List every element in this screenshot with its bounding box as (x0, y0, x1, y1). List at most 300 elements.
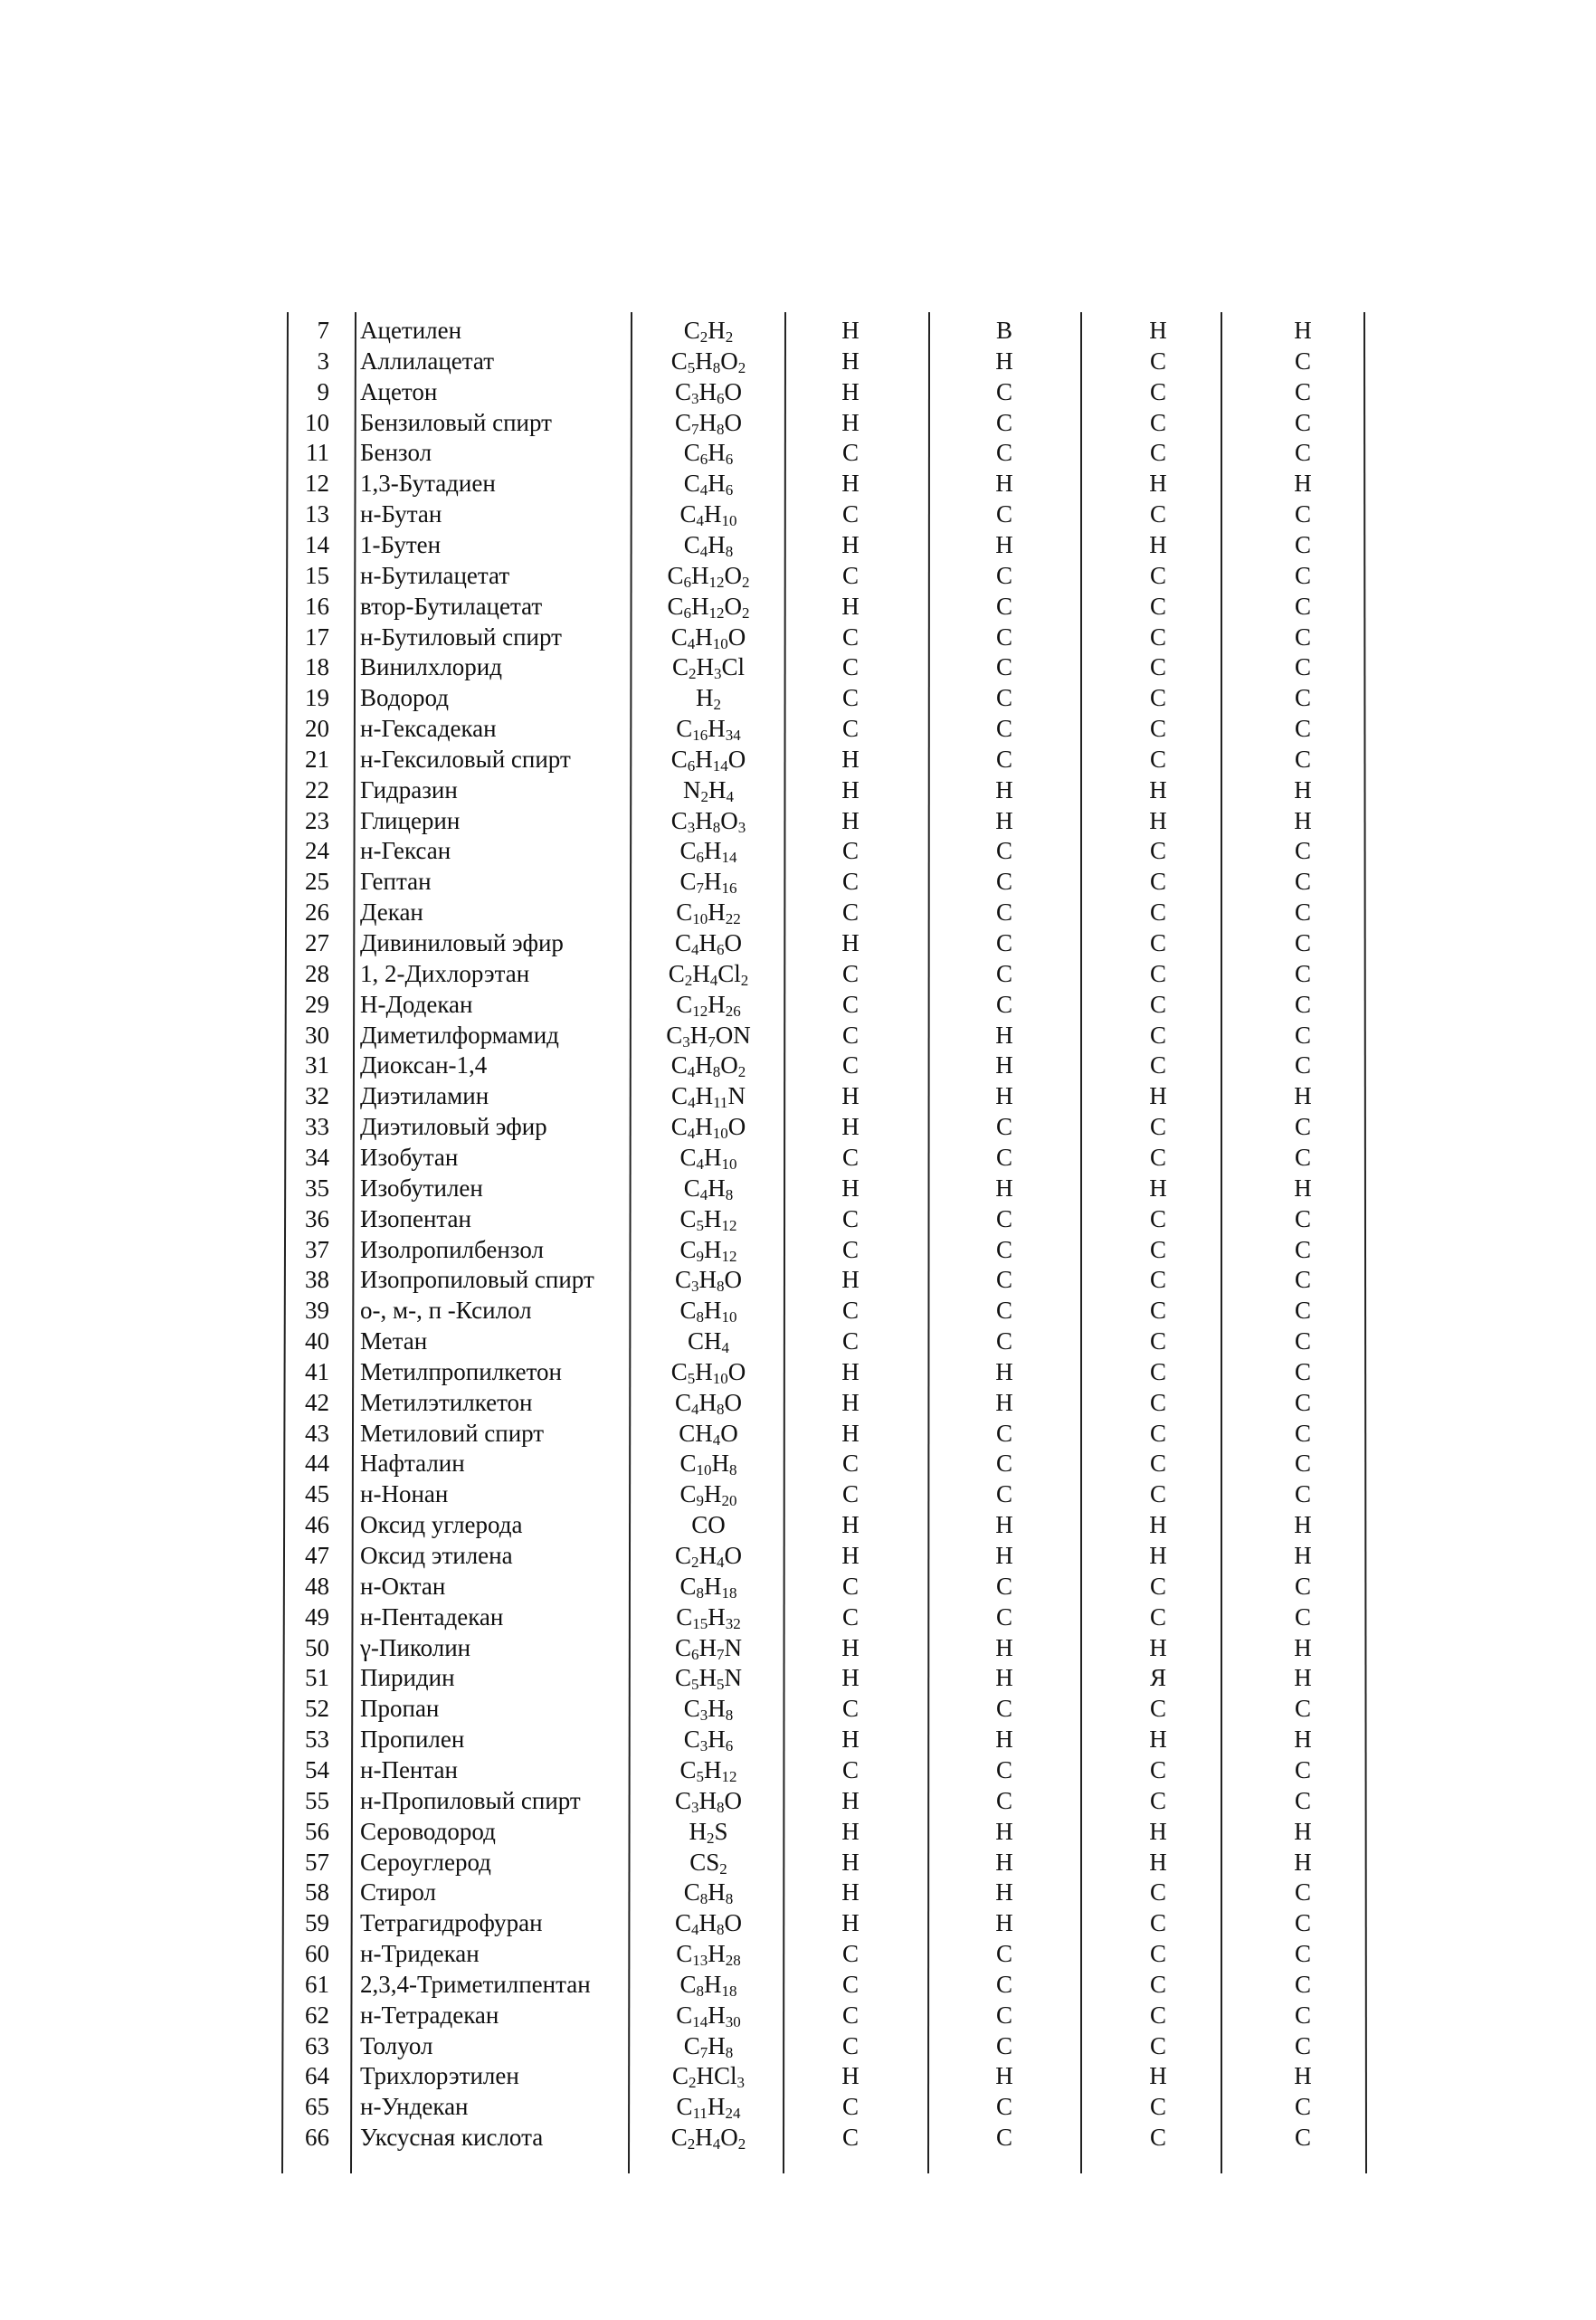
chemical-formula: $C_3H_8O$ (674, 1786, 742, 1816)
table-row (0, 1724, 1596, 1754)
table-row (0, 1142, 1596, 1173)
rating-col-3: Н (1149, 1511, 1167, 1539)
row-number: 28 (305, 959, 329, 987)
row-number: 16 (305, 592, 329, 620)
row-number: 26 (305, 899, 329, 927)
table-row (0, 1938, 1596, 1969)
chemical-formula: $C_6H_7N$ (674, 1633, 742, 1663)
rating-col-2: С (995, 377, 1012, 405)
chemical-formula: $CH_4$ (687, 1327, 729, 1357)
substance-name: Пропан (360, 1695, 440, 1723)
substance-name: Нафталин (360, 1450, 465, 1478)
table-row (0, 1785, 1596, 1816)
rating-col-3: С (1149, 1204, 1166, 1232)
table-row (0, 1754, 1596, 1785)
row-number: 20 (305, 715, 329, 743)
table-row (0, 1111, 1596, 1142)
table-row (0, 315, 1596, 346)
substance-name: Винилхлорид (360, 653, 502, 681)
chemical-formula: $C_4H_{11}N$ (671, 1082, 746, 1112)
rating-col-1: Н (841, 1542, 860, 1569)
rating-col-3: Н (1149, 1174, 1167, 1202)
rating-col-1: С (841, 623, 859, 651)
chemical-formula: $C_6H_6$ (683, 439, 734, 469)
rating-col-1: С (841, 1755, 859, 1783)
table-row (0, 1632, 1596, 1663)
chemical-formula: $C_{10}H_{22}$ (676, 899, 741, 928)
rating-col-4: С (1294, 1419, 1311, 1447)
rating-col-4: С (1294, 745, 1311, 773)
rating-col-2: С (995, 1297, 1012, 1325)
row-number: 47 (305, 1542, 329, 1569)
substance-name: н-Тридекан (360, 1940, 480, 1968)
chemical-formula: $C_4H_{10}O$ (670, 1113, 746, 1143)
table-row (0, 927, 1596, 958)
rating-col-2: С (995, 623, 1012, 651)
rating-col-1: Н (841, 1082, 860, 1110)
rating-col-2: С (995, 1266, 1012, 1294)
row-number: 50 (305, 1633, 329, 1661)
rating-col-1: Н (841, 1633, 860, 1661)
rating-col-3: С (1149, 408, 1166, 436)
substance-name: 1-Бутен (360, 530, 442, 558)
table-row (0, 1234, 1596, 1265)
table-row (0, 897, 1596, 927)
table-row (0, 1969, 1596, 2000)
rating-col-3: С (1149, 592, 1166, 620)
rating-col-3: Н (1149, 1633, 1167, 1661)
rating-col-4: С (1294, 684, 1311, 712)
rating-col-2: С (995, 868, 1012, 896)
rating-col-1: Н (841, 1511, 860, 1539)
substance-name: Метилпропилкетон (360, 1357, 563, 1385)
substance-name: Изопропиловый спирт (360, 1266, 594, 1294)
rating-col-4: Н (1294, 1817, 1312, 1845)
rating-col-2: С (995, 1786, 1012, 1814)
rating-col-1: С (841, 868, 859, 896)
chemical-formula: $C_6H_{12}O_2$ (667, 561, 750, 591)
table-row (0, 1418, 1596, 1449)
chemical-formula: $H_2S$ (689, 1817, 728, 1847)
rating-col-4: С (1294, 1970, 1311, 1998)
chemical-formula: $C_7H_8O$ (674, 408, 742, 438)
rating-col-2: Н (995, 1388, 1013, 1416)
rating-col-2: Н (995, 1848, 1013, 1876)
substance-name: Декан (360, 899, 423, 927)
table-row (0, 1479, 1596, 1509)
chemical-formula: $C_3H_8O$ (674, 1266, 742, 1296)
rating-col-1: Н (841, 1388, 860, 1416)
rating-col-3: С (1149, 1480, 1166, 1508)
rating-col-1: Н (841, 592, 860, 620)
rating-col-2: С (995, 1143, 1012, 1171)
rating-col-3: С (1149, 500, 1166, 528)
rating-col-1: С (841, 1143, 859, 1171)
rating-col-3: С (1149, 899, 1166, 927)
table-row (0, 1847, 1596, 1878)
table-row (0, 1173, 1596, 1203)
rating-col-3: С (1149, 623, 1166, 651)
rating-col-1: Н (841, 377, 860, 405)
rating-col-2: С (995, 653, 1012, 681)
rating-col-3: Н (1149, 470, 1167, 498)
rating-col-2: С (995, 500, 1012, 528)
rating-col-4: С (1294, 1755, 1311, 1783)
row-number: 23 (305, 806, 329, 834)
rating-col-4: С (1294, 561, 1311, 589)
row-number: 58 (305, 1878, 329, 1906)
rating-col-2: С (995, 2124, 1012, 2152)
rating-col-4: С (1294, 929, 1311, 956)
rating-col-1: Н (841, 1878, 860, 1906)
substance-name: Гептан (360, 868, 432, 896)
substance-name: Метан (360, 1327, 428, 1355)
row-number: 60 (305, 1940, 329, 1968)
rating-col-4: С (1294, 623, 1311, 651)
substance-name: Сероуглерод (360, 1848, 491, 1876)
rating-col-3: С (1149, 1755, 1166, 1783)
row-number: 55 (305, 1786, 329, 1814)
table-row (0, 1050, 1596, 1080)
table-row (0, 407, 1596, 438)
row-number: 56 (305, 1817, 329, 1845)
rating-col-3: Н (1149, 2062, 1167, 2090)
chemical-formula: $C_2HCl_3$ (671, 2062, 746, 2092)
chemical-formula: $C_4H_8O_2$ (670, 1051, 746, 1081)
row-number: 57 (305, 1848, 329, 1876)
rating-col-4: С (1294, 1388, 1311, 1416)
rating-col-2: С (995, 1327, 1012, 1355)
rating-col-1: Н (841, 317, 860, 344)
table-row (0, 1540, 1596, 1571)
rating-col-1: С (841, 561, 859, 589)
substance-name: Ацетон (360, 377, 438, 405)
row-number: 13 (305, 500, 329, 528)
substance-name: н-Гексан (360, 837, 451, 865)
substance-name: Трихлорэтилен (360, 2062, 519, 2090)
rating-col-2: С (995, 1970, 1012, 1998)
rating-col-3: С (1149, 1021, 1166, 1049)
rating-col-1: С (841, 1204, 859, 1232)
substance-name: н-Пропиловый спирт (360, 1786, 581, 1814)
rating-col-1: С (841, 1970, 859, 1998)
rating-col-3: С (1149, 1450, 1166, 1478)
rating-col-2: Н (995, 1082, 1013, 1110)
rating-col-4: С (1294, 1021, 1311, 1049)
rating-col-4: С (1294, 1266, 1311, 1294)
chemical-formula: $C_3H_8$ (683, 1695, 734, 1725)
row-number: 37 (305, 1235, 329, 1263)
table-row (0, 1387, 1596, 1418)
substance-name: н-Гексиловый спирт (360, 745, 571, 773)
table-row (0, 1295, 1596, 1326)
row-number: 21 (305, 745, 329, 773)
rating-col-4: С (1294, 1357, 1311, 1385)
rating-col-2: С (995, 1602, 1012, 1631)
substance-name: н-Пентан (360, 1755, 458, 1783)
chemical-formula: $C_4H_8$ (683, 1174, 734, 1203)
row-number: 30 (305, 1021, 329, 1049)
rating-col-4: Н (1294, 1664, 1312, 1692)
rating-col-2: С (995, 561, 1012, 589)
rating-col-1: Н (841, 530, 860, 558)
rating-col-4: С (1294, 2031, 1311, 2059)
rating-col-2: С (995, 715, 1012, 743)
rating-col-4: С (1294, 1327, 1311, 1355)
rating-col-2: С (995, 592, 1012, 620)
rating-col-2: Н (995, 1633, 1013, 1661)
rating-col-1: Н (841, 1786, 860, 1814)
table-row (0, 713, 1596, 744)
rating-col-2: С (995, 1113, 1012, 1141)
substance-name: Тетрагидрофуран (360, 1909, 543, 1937)
table-row (0, 468, 1596, 499)
row-number: 27 (305, 929, 329, 956)
table-row (0, 1326, 1596, 1356)
rating-col-2: С (995, 990, 1012, 1018)
rating-col-1: С (841, 1695, 859, 1723)
row-number: 40 (305, 1327, 329, 1355)
chemical-formula: $C_6H_{12}O_2$ (667, 592, 750, 622)
rating-col-3: С (1149, 1695, 1166, 1723)
rating-col-1: Н (841, 470, 860, 498)
table-row (0, 376, 1596, 407)
row-number: 32 (305, 1082, 329, 1110)
substance-name: втор-Бутилацетат (360, 592, 543, 620)
table-row (0, 529, 1596, 560)
table-row (0, 651, 1596, 682)
rating-col-2: Н (995, 1726, 1013, 1754)
table-row (0, 591, 1596, 622)
rating-col-3: С (1149, 561, 1166, 589)
rating-col-1: Н (841, 347, 860, 375)
chemical-formula: $C_7H_{16}$ (679, 868, 737, 898)
rating-col-2: Н (995, 775, 1013, 803)
table-row (0, 1264, 1596, 1295)
substance-name: 1,3-Бутадиен (360, 470, 496, 498)
row-number: 7 (317, 317, 329, 344)
rating-col-1: С (841, 1450, 859, 1478)
rating-col-4: Н (1294, 1726, 1312, 1754)
rating-col-3: С (1149, 1419, 1166, 1447)
chemical-formula: $C_{13}H_{28}$ (676, 1940, 741, 1970)
rating-col-1: Н (841, 1909, 860, 1937)
rating-col-4: С (1294, 2124, 1311, 2152)
rating-col-3: С (1149, 1970, 1166, 1998)
substance-name: Изобутилен (360, 1174, 483, 1202)
rating-col-3: С (1149, 1235, 1166, 1263)
chemical-formula: $C_7H_8$ (683, 2031, 734, 2061)
chemical-formula: $C_8H_{18}$ (679, 1970, 737, 2000)
rating-col-2: С (995, 1480, 1012, 1508)
chemical-formula: $C_3H_8O_3$ (670, 806, 746, 836)
table-row (0, 1571, 1596, 1602)
rating-col-2: Н (995, 1511, 1013, 1539)
row-number: 9 (317, 377, 329, 405)
row-number: 59 (305, 1909, 329, 1937)
rating-col-4: С (1294, 899, 1311, 927)
chemical-formula: $CS_2$ (689, 1848, 727, 1878)
rating-col-1: Н (841, 1726, 860, 1754)
substance-name: Гидразин (360, 775, 458, 803)
rating-col-2: Н (995, 1357, 1013, 1385)
substance-name: Диэтиловый эфир (360, 1113, 547, 1141)
rating-col-3: С (1149, 1297, 1166, 1325)
row-number: 61 (305, 1970, 329, 1998)
rating-col-3: С (1149, 868, 1166, 896)
rating-col-3: С (1149, 1143, 1166, 1171)
table-row (0, 682, 1596, 713)
rating-col-3: С (1149, 684, 1166, 712)
rating-col-1: С (841, 837, 859, 865)
rating-col-3: Н (1149, 1082, 1167, 1110)
chemical-formula: $C_5H_{10}O$ (670, 1357, 746, 1387)
rating-col-1: Н (841, 745, 860, 773)
rating-col-2: С (995, 684, 1012, 712)
table-row (0, 1907, 1596, 1938)
rating-col-1: Н (841, 1174, 860, 1202)
rating-col-3: Н (1149, 1726, 1167, 1754)
rating-col-4: С (1294, 2001, 1311, 2029)
rating-col-2: Н (995, 1664, 1013, 1692)
chemical-formula: $C_{14}H_{30}$ (676, 2001, 741, 2030)
rating-col-1: С (841, 899, 859, 927)
rating-col-4: С (1294, 1143, 1311, 1171)
rating-col-4: С (1294, 653, 1311, 681)
substance-name: Метилэтилкетон (360, 1388, 533, 1416)
table-row (0, 1693, 1596, 1724)
rating-col-2: Н (995, 1021, 1013, 1049)
rating-col-2: С (995, 1235, 1012, 1263)
rating-col-3: Н (1149, 1542, 1167, 1569)
table-row (0, 499, 1596, 529)
rating-col-3: С (1149, 1940, 1166, 1968)
rating-col-4: С (1294, 500, 1311, 528)
substance-name: н-Нонан (360, 1480, 449, 1508)
table-row (0, 2091, 1596, 2122)
rating-col-4: С (1294, 2093, 1311, 2121)
rating-col-4: С (1294, 1051, 1311, 1079)
substance-name: Бензиловый спирт (360, 408, 552, 436)
rating-col-1: С (841, 1480, 859, 1508)
substance-name: н-Тетрадекан (360, 2001, 499, 2029)
substance-name: Изопентан (360, 1204, 471, 1232)
table-row (0, 2030, 1596, 2061)
rating-col-1: С (841, 684, 859, 712)
substance-name: н-Гексадекан (360, 715, 497, 743)
row-number: 45 (305, 1480, 329, 1508)
substance-name: Водород (360, 684, 449, 712)
table-row (0, 1356, 1596, 1387)
rating-col-1: Н (841, 408, 860, 436)
rating-col-2: В (995, 317, 1012, 344)
table-row (0, 835, 1596, 866)
rating-col-4: С (1294, 1695, 1311, 1723)
rating-col-2: С (995, 2031, 1012, 2059)
table-row (0, 1203, 1596, 1234)
rating-col-4: С (1294, 592, 1311, 620)
rating-col-1: С (841, 653, 859, 681)
rating-col-1: С (841, 1051, 859, 1079)
chemical-formula: $C_4H_8O$ (674, 1388, 742, 1418)
row-number: 29 (305, 990, 329, 1018)
rating-col-1: С (841, 439, 859, 467)
substance-name: Оксид углерода (360, 1511, 523, 1539)
rating-col-1: С (841, 1297, 859, 1325)
rating-col-3: С (1149, 653, 1166, 681)
chemical-formula: $C_6H_{14}O$ (670, 745, 746, 775)
rating-col-3: С (1149, 1878, 1166, 1906)
rating-col-2: С (995, 1695, 1012, 1723)
rating-col-2: С (995, 959, 1012, 987)
chemical-formula: $C_9H_{20}$ (679, 1480, 737, 1510)
rating-col-3: Я (1149, 1664, 1166, 1692)
table-row (0, 805, 1596, 836)
substance-name: н-Пентадекан (360, 1602, 504, 1631)
rating-col-1: С (841, 959, 859, 987)
rating-col-2: Н (995, 2062, 1013, 2090)
rating-col-3: С (1149, 837, 1166, 865)
table-row (0, 744, 1596, 775)
chemical-formula: $H_2$ (696, 684, 721, 714)
rating-col-4: Н (1294, 1848, 1312, 1876)
rating-col-1: Н (841, 2062, 860, 2090)
rating-col-2: С (995, 1940, 1012, 1968)
substance-name: Аллилацетат (360, 347, 494, 375)
substance-name: Пропилен (360, 1726, 465, 1754)
rating-col-2: С (995, 899, 1012, 927)
rating-col-3: С (1149, 1051, 1166, 1079)
rating-col-3: Н (1149, 530, 1167, 558)
row-number: 34 (305, 1143, 329, 1171)
rating-col-4: С (1294, 837, 1311, 865)
substance-name: н-Бутилацетат (360, 561, 510, 589)
rating-col-2: Н (995, 347, 1013, 375)
rating-col-4: С (1294, 377, 1311, 405)
table-row (0, 1602, 1596, 1632)
substance-name: н-Бутан (360, 500, 442, 528)
rating-col-1: Н (841, 1357, 860, 1385)
rating-col-3: С (1149, 990, 1166, 1018)
substance-name: 2,3,4-Триметилпентан (360, 1970, 591, 1998)
substance-name: Толуол (360, 2031, 433, 2059)
rating-col-3: С (1149, 1786, 1166, 1814)
table-row (0, 2060, 1596, 2091)
row-number: 43 (305, 1419, 329, 1447)
chemical-formula: $C_{11}H_{24}$ (676, 2093, 741, 2123)
table-row (0, 775, 1596, 805)
rating-col-1: Н (841, 806, 860, 834)
rating-col-2: С (995, 745, 1012, 773)
rating-col-3: С (1149, 1909, 1166, 1937)
row-number: 17 (305, 623, 329, 651)
chemical-formula: $C_2H_3Cl$ (671, 653, 746, 683)
substance-name: γ-Пиколин (360, 1633, 471, 1661)
substance-name: Метиловий спирт (360, 1419, 545, 1447)
rating-col-2: С (995, 1419, 1012, 1447)
chemical-formula: $N_2H_4$ (683, 775, 734, 805)
rating-col-2: С (995, 2001, 1012, 2029)
substance-name: Диэтиламин (360, 1082, 489, 1110)
substance-name: н-Ундекан (360, 2093, 469, 2121)
row-number: 41 (305, 1357, 329, 1385)
row-number: 12 (305, 470, 329, 498)
substance-name: Диоксан-1,4 (360, 1051, 488, 1079)
rating-col-2: С (995, 439, 1012, 467)
table-row (0, 958, 1596, 989)
chemical-formula: $C_{15}H_{32}$ (676, 1602, 741, 1632)
row-number: 44 (305, 1450, 329, 1478)
